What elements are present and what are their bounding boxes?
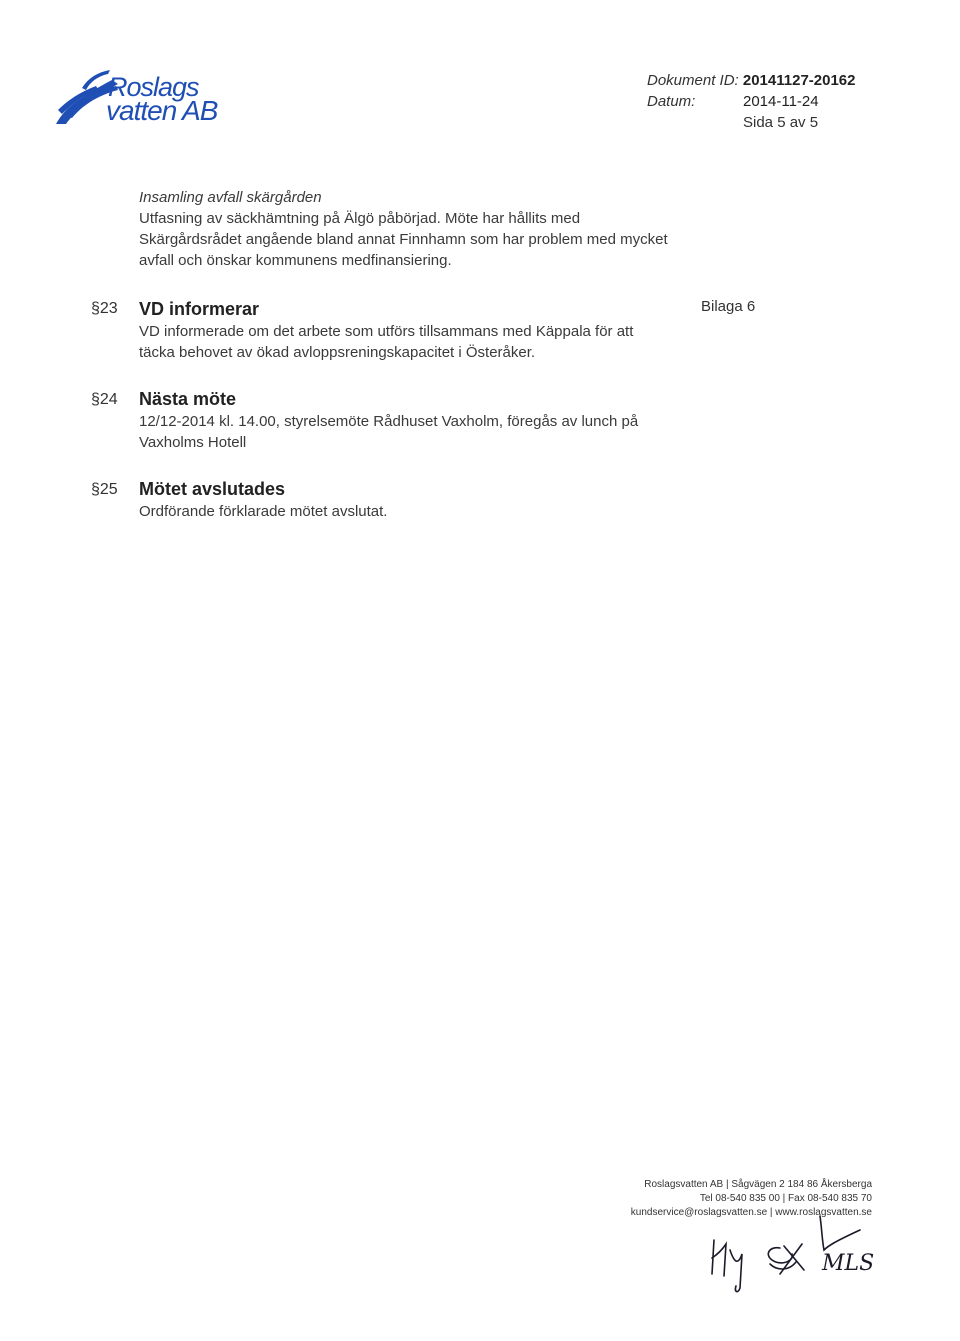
doc-id-label: Dokument ID: [647, 72, 739, 89]
datum-label: Datum: [647, 93, 696, 110]
initials-mls: MLS [822, 1251, 875, 1276]
datum-value: 2014-11-24 [743, 93, 819, 110]
footer-contact: kundservice@roslagsvatten.se | www.roslagsvatten.se [630, 1207, 872, 1218]
intro-block [139, 187, 668, 271]
company-logo [52, 66, 242, 136]
datum-row [647, 91, 856, 112]
footer-phone: Tel 08-540 835 00 | Fax 08-540 835 70 [699, 1193, 872, 1204]
section-line: Ordförande förklarade mötet avslutat. [139, 503, 388, 520]
section-title: Mötet avslutades [139, 479, 286, 499]
logo-text-vatten: vatten AB [106, 95, 218, 126]
section-number: §23 [91, 300, 118, 317]
intro-title: Insamling avfall skärgården [139, 189, 322, 206]
section-line: 12/12-2014 kl. 14.00, styrelsemöte Rådhuset Vaxholm, föregås av lunch på [139, 413, 639, 430]
section-line: VD informerade om det arbete som utförs tillsammans med Käppala för att [139, 323, 634, 340]
page-number: Sida 5 av 5 [743, 114, 819, 131]
section-title: Nästa möte [139, 389, 237, 409]
section-title: VD informerar [139, 299, 260, 319]
footer-address: Roslagsvatten AB | Sågvägen 2 184 86 Åkersberga [644, 1179, 872, 1190]
section-number: §24 [91, 391, 118, 408]
intro-line: avfall och önskar kommunens medfinansiering. [139, 252, 452, 269]
handwritten-initials [700, 1210, 890, 1300]
logo-text-roslags: Roslags [108, 72, 199, 102]
section-body [139, 411, 638, 453]
intro-line: Skärgårdsrådet angående bland annat Finnhamn som har problem med mycket [139, 231, 668, 248]
doc-id-row [647, 70, 856, 91]
doc-id-value: 20141127-20162 [742, 72, 856, 89]
document-meta [647, 70, 856, 133]
section-body [139, 501, 387, 522]
attachment-ref: Bilaga 6 [701, 298, 756, 315]
section-line: täcka behovet av ökad avloppsreningskapacitet i Österåker. [139, 344, 536, 361]
section-number: §25 [91, 481, 118, 498]
section-line: Vaxholms Hotell [139, 434, 247, 451]
section-body [139, 321, 633, 363]
intro-line: Utfasning av säckhämtning på Älgö påbörjad. Möte har hållits med [139, 210, 581, 227]
